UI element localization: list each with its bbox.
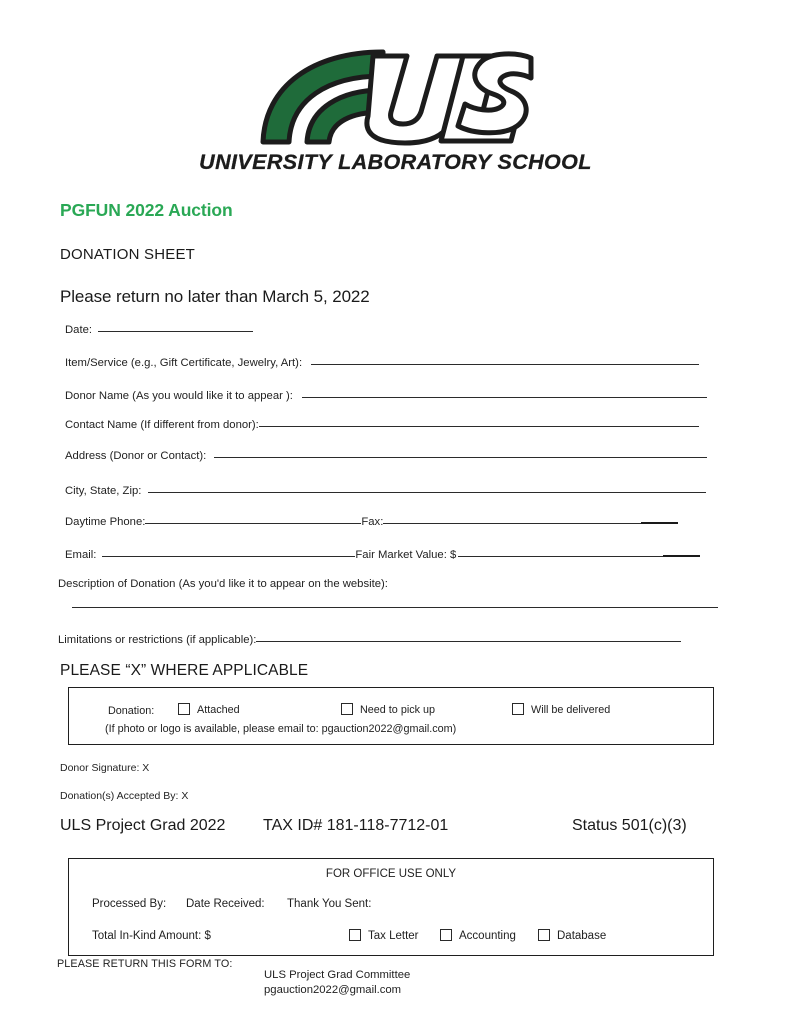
org-name: ULS Project Grad 2022 — [60, 817, 226, 834]
field-rule-email[interactable] — [102, 556, 355, 557]
field-label-description: Description of Donation (As you'd like it to appear on the website): — [58, 578, 388, 590]
checkbox-icon-accounting[interactable] — [440, 929, 452, 941]
office-date-received-label: Date Received: — [186, 898, 265, 910]
checkbox-icon-will-be-delivered[interactable] — [512, 703, 524, 715]
field-daytime-phone-fax — [65, 516, 678, 528]
return-committee-name: ULS Project Grad Committee — [264, 969, 411, 981]
donation-accepted-by-line[interactable]: Donation(s) Accepted By: X — [60, 790, 189, 802]
field-label-email: Email: — [65, 549, 97, 561]
checkbox-label-accounting: Accounting — [459, 930, 516, 942]
checkbox-option-tax-letter[interactable] — [349, 929, 419, 942]
checkbox-label-database: Database — [557, 930, 607, 942]
org-tax-id: TAX ID# 181-118-7712-01 — [263, 817, 449, 834]
field-label-fax: Fax: — [361, 516, 384, 528]
checkbox-option-attached[interactable] — [178, 703, 240, 716]
field-rule-fax-end[interactable] — [641, 522, 678, 524]
field-rule-item-service[interactable] — [311, 364, 699, 365]
page-title-auction: PGFUN 2022 Auction — [60, 200, 233, 220]
checkbox-option-accounting[interactable] — [440, 929, 516, 942]
checkbox-icon-need-to-pick-up[interactable] — [341, 703, 353, 715]
field-item-service — [65, 357, 699, 369]
field-label-address: Address (Donor or Contact): — [65, 450, 207, 462]
office-thank-you-sent-label: Thank You Sent: — [287, 898, 372, 910]
return-deadline-text: Please return no later than March 5, 2022 — [60, 287, 370, 306]
field-rule-city-state-zip[interactable] — [148, 492, 706, 493]
field-rule-donor-name[interactable] — [302, 397, 707, 398]
checkbox-icon-tax-letter[interactable] — [349, 929, 361, 941]
field-label-daytime-phone: Daytime Phone: — [65, 516, 146, 528]
field-label-contact-name: Contact Name (If different from donor): — [65, 419, 259, 431]
field-rule-limitations[interactable] — [256, 641, 681, 642]
field-label-date: Date: — [65, 324, 93, 336]
field-label-fair-market-value: Fair Market Value: $ — [355, 549, 457, 561]
field-label-city-state-zip: City, State, Zip: — [65, 485, 142, 497]
donation-photo-logo-note: (If photo or logo is available, please email to: pgauction2022@gmail.com) — [105, 723, 457, 735]
checkbox-icon-database[interactable] — [538, 929, 550, 941]
field-description-rule-row — [72, 608, 718, 609]
field-label-limitations: Limitations or restrictions (if applicable): — [58, 634, 257, 646]
checkbox-label-will-be-delivered: Will be delivered — [531, 704, 611, 716]
checkbox-option-need-to-pick-up[interactable] — [341, 703, 435, 716]
field-rule-daytime-phone[interactable] — [145, 523, 361, 524]
office-total-in-kind-label: Total In-Kind Amount: $ — [92, 930, 211, 942]
checkbox-label-need-to-pick-up: Need to pick up — [360, 704, 436, 716]
field-description-label-row — [58, 578, 388, 590]
field-rule-fmv-end[interactable] — [663, 555, 700, 557]
checkbox-option-will-be-delivered[interactable] — [512, 703, 610, 716]
checkbox-option-database[interactable] — [538, 929, 606, 942]
field-label-item-service: Item/Service (e.g., Gift Certificate, Jewelry, Art): — [65, 357, 303, 369]
donor-signature-line[interactable]: Donor Signature: X — [60, 762, 150, 774]
uls-logo-icon — [255, 46, 537, 146]
field-rule-date[interactable] — [98, 331, 253, 332]
field-limitations — [58, 634, 681, 646]
field-rule-contact-name[interactable] — [259, 426, 699, 427]
field-date — [65, 324, 253, 336]
office-use-title: FOR OFFICE USE ONLY — [325, 868, 457, 880]
field-address — [65, 450, 707, 462]
field-city-state-zip — [65, 485, 706, 497]
field-email-fmv — [65, 549, 700, 561]
checkbox-label-tax-letter: Tax Letter — [368, 930, 419, 942]
donation-method-label: Donation: — [108, 705, 155, 717]
office-processed-by-label: Processed By: — [92, 898, 167, 910]
field-label-donor-name: Donor Name (As you would like it to appear ): — [65, 390, 293, 402]
page-subtitle-donation-sheet: DONATION SHEET — [60, 246, 196, 263]
field-rule-address[interactable] — [214, 457, 707, 458]
field-rule-description[interactable] — [72, 607, 718, 608]
checkbox-icon-attached[interactable] — [178, 703, 190, 715]
return-form-to-address — [264, 968, 410, 997]
field-donor-name — [65, 390, 707, 402]
field-contact-name — [65, 419, 699, 431]
logo-wordmark: UNIVERSITY LABORATORY SCHOOL — [199, 150, 592, 174]
checkbox-label-attached: Attached — [197, 704, 240, 716]
org-tax-status: Status 501(c)(3) — [572, 817, 687, 834]
office-use-box — [68, 858, 714, 956]
donation-method-box — [68, 687, 714, 745]
field-rule-fax[interactable] — [383, 523, 678, 524]
section-title-please-x: PLEASE “X” WHERE APPLICABLE — [60, 662, 309, 679]
school-logo — [0, 46, 791, 175]
return-email[interactable]: pgauction2022@gmail.com — [264, 983, 402, 996]
return-form-to-label: PLEASE RETURN THIS FORM TO: — [57, 958, 233, 970]
